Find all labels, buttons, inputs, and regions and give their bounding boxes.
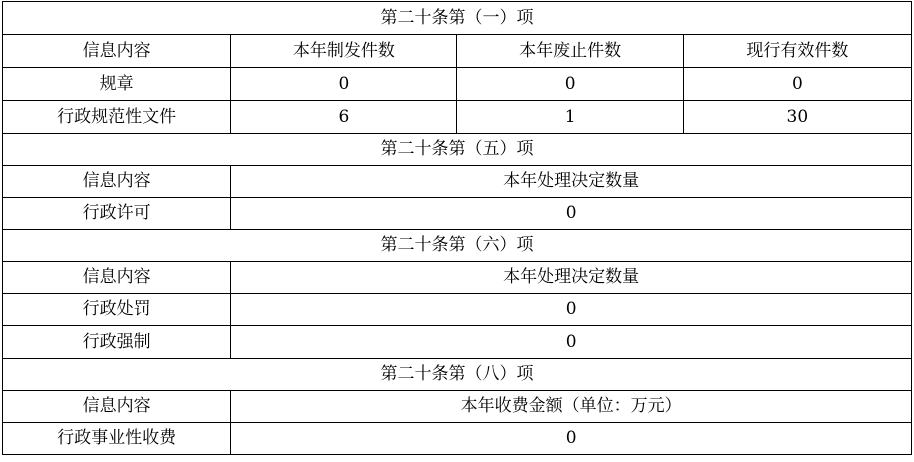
- value-cell: 6: [231, 101, 457, 134]
- table-row: [3, 294, 912, 326]
- header-cell: 信息内容: [3, 166, 231, 198]
- section-title: 第二十条第（五）项: [3, 134, 912, 166]
- header-cell: 本年制发件数: [231, 35, 457, 68]
- section-title: 第二十条第（一）项: [3, 2, 912, 35]
- value-cell: 0: [231, 68, 457, 101]
- row-label: 行政规范性文件: [3, 101, 231, 134]
- header-cell: 本年处理决定数量: [231, 262, 912, 294]
- value-cell: 0: [457, 68, 683, 101]
- table-row: [3, 101, 912, 134]
- header-cell: 信息内容: [3, 391, 231, 423]
- table-header-row: [3, 391, 912, 423]
- table-header-row: [3, 35, 912, 68]
- section-title-row: [3, 2, 912, 35]
- value-cell: 1: [457, 101, 683, 134]
- header-cell: 本年废止件数: [457, 35, 683, 68]
- value-cell: 0: [231, 294, 912, 326]
- header-cell: 现行有效件数: [683, 35, 911, 68]
- section-title-row: [3, 230, 912, 262]
- table-header-row: [3, 166, 912, 198]
- section-title-row: [3, 359, 912, 391]
- row-label: 行政强制: [3, 326, 231, 359]
- table-row: [3, 326, 912, 359]
- section-title: 第二十条第（六）项: [3, 230, 912, 262]
- table-header-row: [3, 262, 912, 294]
- row-label: 规章: [3, 68, 231, 101]
- row-label: 行政事业性收费: [3, 423, 231, 455]
- value-cell: 30: [683, 101, 911, 134]
- row-label: 行政许可: [3, 198, 231, 230]
- row-label: 行政处罚: [3, 294, 231, 326]
- section-title-row: [3, 134, 912, 166]
- header-cell: 本年处理决定数量: [231, 166, 912, 198]
- table-row: [3, 423, 912, 455]
- value-cell: 0: [231, 198, 912, 230]
- table-row: [3, 68, 912, 101]
- header-cell: 信息内容: [3, 262, 231, 294]
- disclosure-table: [2, 1, 912, 455]
- section-title: 第二十条第（八）项: [3, 359, 912, 391]
- header-cell: 本年收费金额（单位：万元）: [231, 391, 912, 423]
- value-cell: 0: [683, 68, 911, 101]
- table-row: [3, 198, 912, 230]
- value-cell: 0: [231, 423, 912, 455]
- value-cell: 0: [231, 326, 912, 359]
- header-cell: 信息内容: [3, 35, 231, 68]
